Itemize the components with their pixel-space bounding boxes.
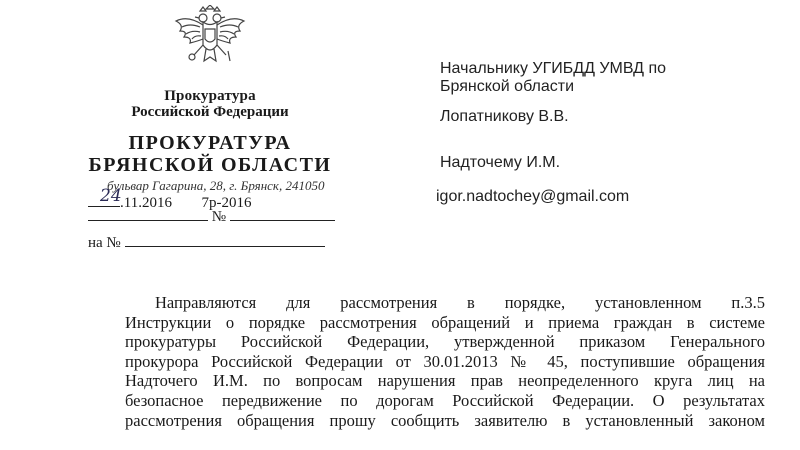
number-line — [88, 206, 335, 226]
body-line: прокурора Российской Федерации от 30.01.2013 № 45, поступившие обращения — [125, 351, 765, 371]
letter-body — [125, 293, 765, 430]
body-line: рассмотрения обращения прошу сообщить заявителю в установленный законом — [125, 410, 765, 430]
coat-of-arms-emblem-icon — [170, 5, 250, 77]
recipient-line2: Брянской области — [440, 78, 575, 95]
recipient-name1: Лопатникову В.В. — [440, 108, 569, 125]
org-name-line2: Российской Федерации — [131, 104, 289, 120]
body-line: прокуратуры Российской Федерации, утвержденной приказом Генерального — [125, 332, 765, 352]
number-sign: № — [211, 209, 227, 225]
org-title-line1: ПРОКУРАТУРА — [128, 132, 292, 154]
org-name-line1: Прокуратура — [164, 88, 256, 104]
date-blank-line — [88, 206, 208, 221]
document-number: 7р-2016 — [201, 195, 252, 211]
reference-label: на № — [88, 235, 121, 251]
body-line: безопасное передвижение по дорогам Российской Федерации. О результатах — [125, 390, 765, 410]
reference-line — [88, 232, 325, 252]
recipient-email: igor.nadtochey@gmail.com — [436, 188, 630, 205]
date-printed: .11.2016 — [120, 195, 172, 211]
body-line: Направляются для рассмотрения в порядке, установленном п.3.5 — [155, 293, 765, 312]
body-line: Надточего И.М. по вопросам нарушения прав неопределенного круга лиц на — [125, 371, 765, 391]
org-title-line2: БРЯНСКОЙ ОБЛАСТИ — [88, 154, 332, 176]
handwritten-day: 24 — [100, 186, 122, 206]
date-day-field — [88, 186, 122, 207]
reference-blank-line — [125, 232, 325, 247]
recipient-line1: Начальнику УГИБДД УМВД по — [440, 60, 667, 77]
org-address: бульвар Гагарина, 28, г. Брянск, 241050 — [107, 178, 325, 193]
recipient-name2: Надточему И.М. — [440, 154, 561, 171]
body-line: Инструкции о порядке рассмотрения обращений и приема граждан в системе — [125, 312, 765, 332]
number-blank-line — [230, 206, 335, 221]
